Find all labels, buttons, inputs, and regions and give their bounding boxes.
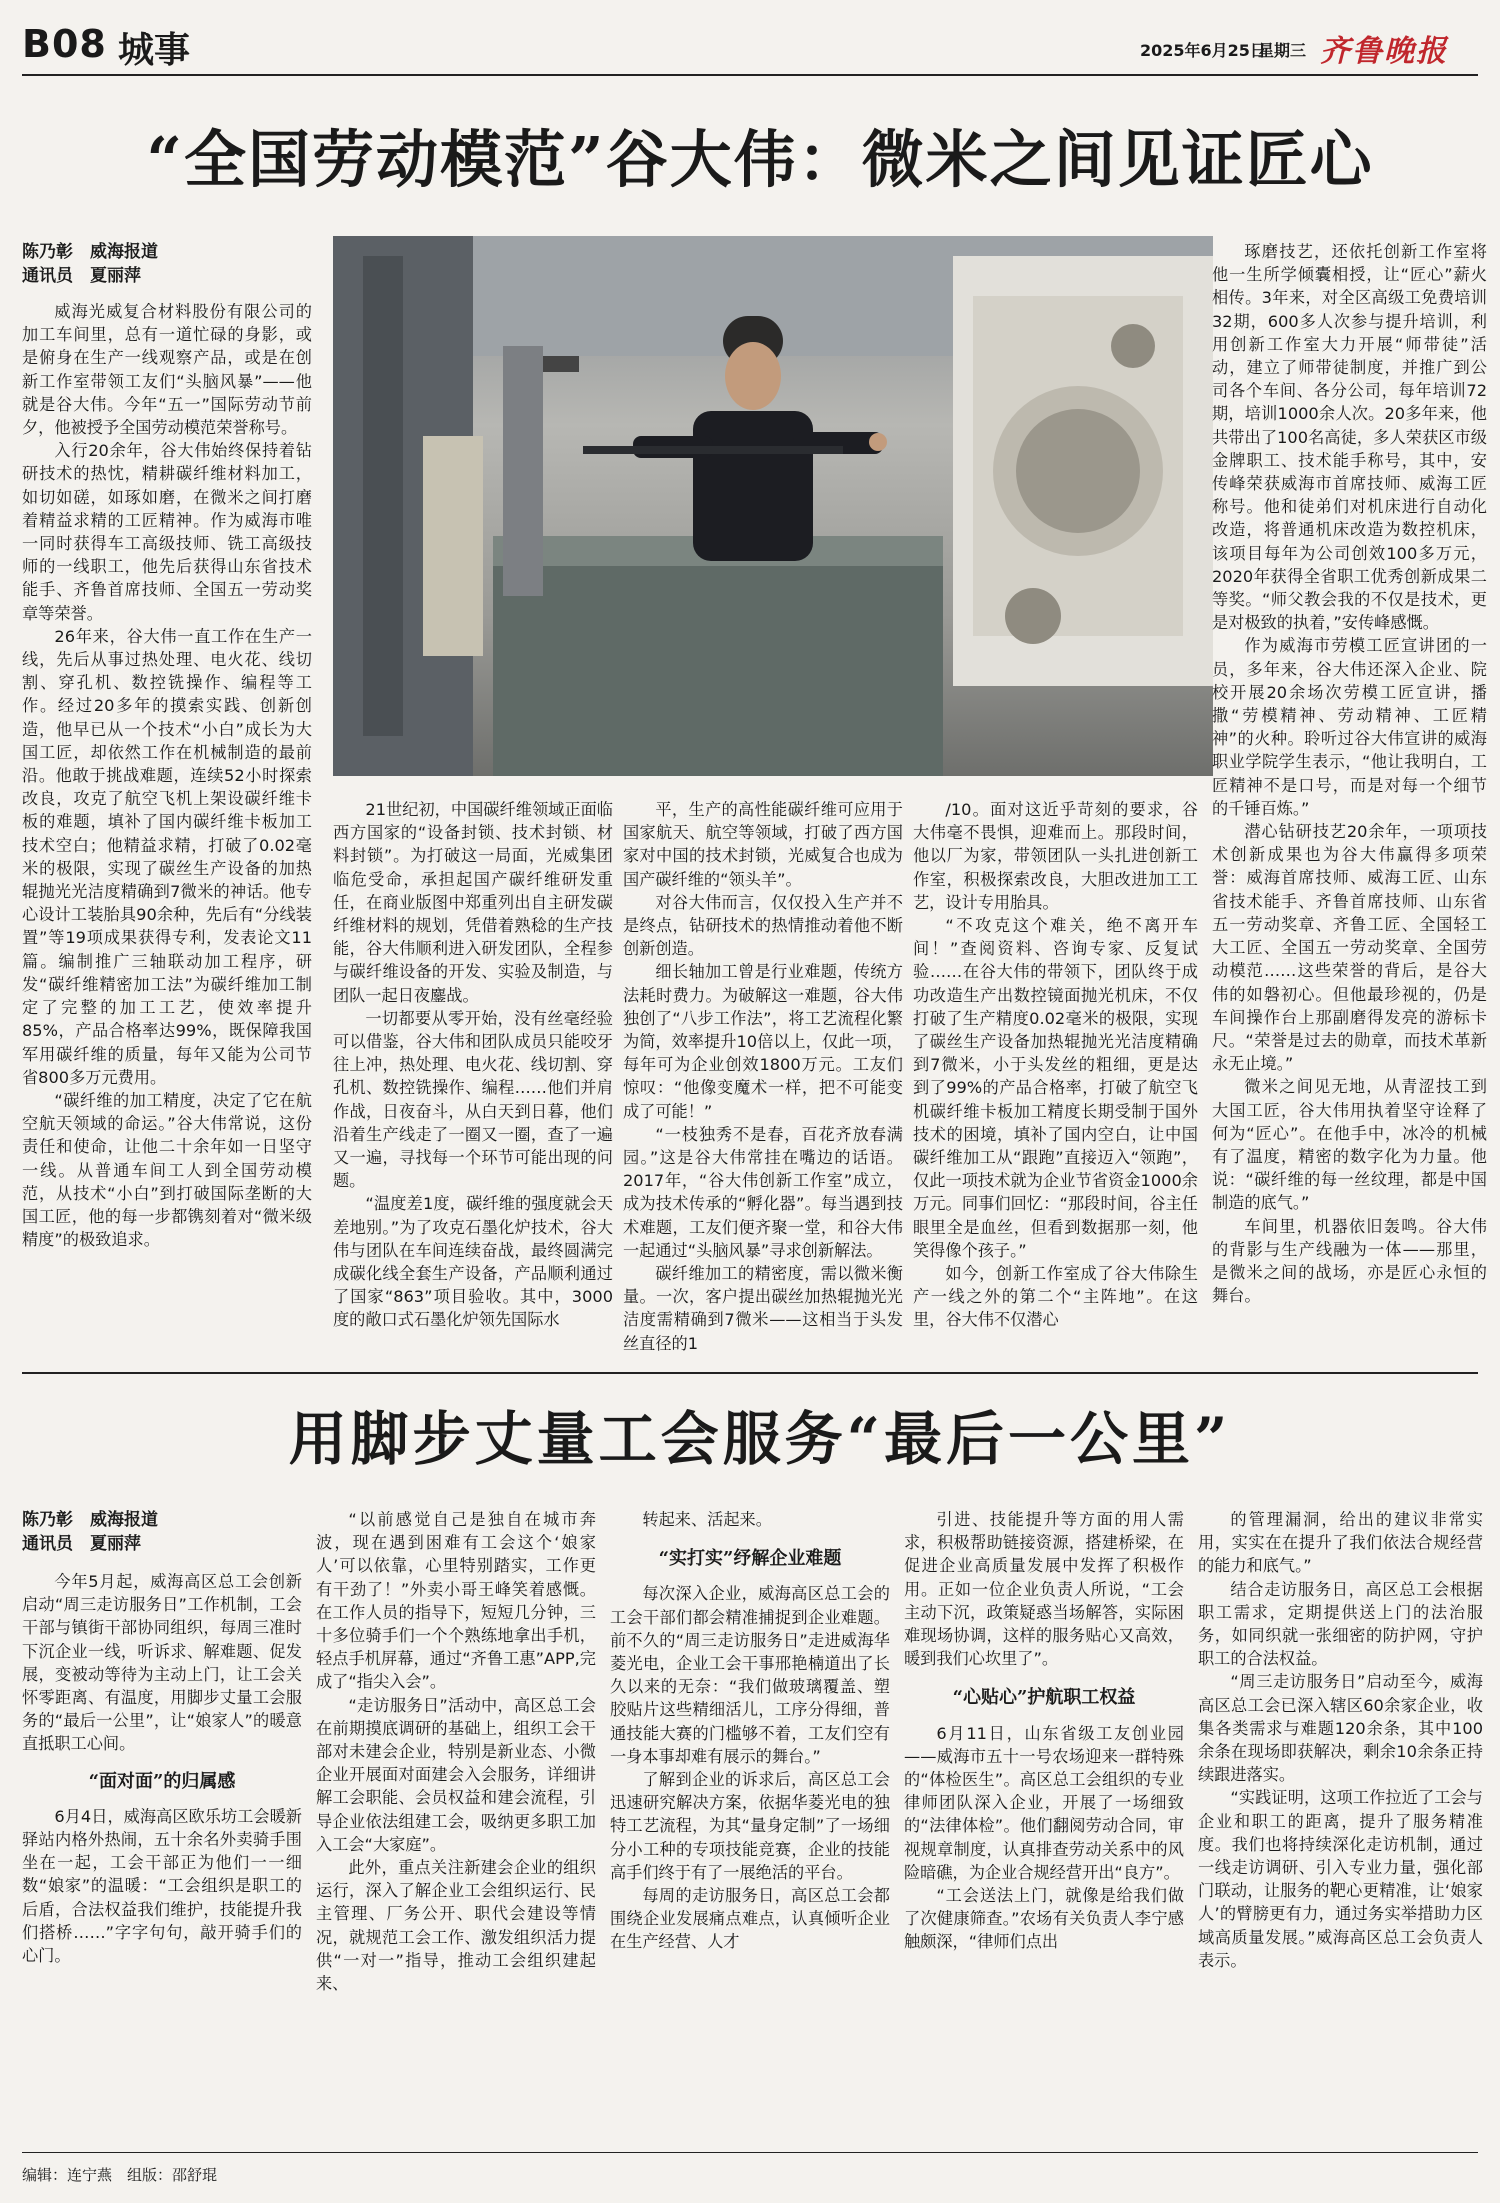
article2-col5-para: 的管理漏洞，给出的建议非常实用，实实在在提升了我们依法合规经营的能力和底气。” [1198,1510,1483,1576]
article2-col3-para: 转起来、活起来。 [642,1510,772,1529]
article2-correspondent: 通讯员 夏丽萍 [22,1534,141,1554]
article2-col3-para: 每周的走访服务日，高区总工会都围绕企业发展痛点难点，认真倾听企业在生产经营、人才 [610,1886,890,1952]
article1-column-2 [333,798,613,1358]
article1-col4-para: “不攻克这个难关，绝不离开车间！”查阅资料、咨询专家、反复试验……在谷大伟的带领下，团队终于成功改造生产出数控镜面抛光机床，不仅打破了生产精度0.02毫米的极限，实现了碳丝生产设备加热辊抛光光洁度精确到7微米，小于头发丝的粗细，更是达到了99%的产品合格率，打破了航空飞机碳纤维卡板加工精度长期受制于国外技术的困境，填补了国内空白，让中国碳纤维加工从“跟跑”直接迈入“领跑”，仅此一项技术就为企业节省资金1000余万元。同事们回忆：“那段时间，谷主任眼里全是血丝，但看到数据那一刻，他笑得像个孩子。” [913,916,1198,1260]
article1-col2-para: 21世纪初，中国碳纤维领域正面临西方国家的“设备封锁、技术封锁、材料封锁”。为打破这一局面，光威集团临危受命，承担起国产碳纤维研发重任，在商业版图中郑重列出自主研发碳纤维材料的规划，凭借着熟稔的生产技能，谷大伟顺利进入研发团队，全程参与碳纤维设备的开发、实验及制造，与团队一起日夜鏖战。 [333,800,613,1005]
article2-subheading-3: “心贴心”护航职工权益 [952,1687,1136,1709]
article2-headline: 用脚步丈量工会服务“最后一公里” [288,1405,1232,1473]
article1-byline [22,240,312,288]
article2-col3-para: 每次深入企业，威海高区总工会的工会干部们都会精准捕捉到企业难题。前不久的“周三走访服务日”走进威海华菱光电，企业工会干事邢艳楠道出了长久以来的无奈：“我们做玻璃覆盖、塑胶贴片这些精细活儿，工序分得细，普通技能大赛的门槛够不着，工友们空有一身本事却难有展示的舞台。” [610,1584,890,1766]
article2-subheading-2: “实打实”纾解企业难题 [658,1548,842,1570]
article1-col3-para: 细长轴加工曾是行业难题，传统方法耗时费力。为破解这一难题，谷大伟独创了“八步工作法”，将工艺流程化繁为简，效率提升10倍以上，仅此一项，每年可为企业创效1800万元。工友们惊叹：“他像变魔术一样，把不可能变成了可能！” [623,962,903,1121]
article2-col4-para: 6月11日，山东省级工友创业园——威海市五十一号农场迎来一群特殊的“体检医生”。高区总工会组织的专业律师团队深入企业，开展了一场细致的“法律体检”。他们翻阅劳动合同，审视规章制度，认真排查劳动关系中的风险暗礁，为企业合规经营开出“良方”。 [904,1723,1184,1882]
article1-col3-para: “一枝独秀不是春，百花齐放春满园。”这是谷大伟常挂在嘴边的话语。2017年，“谷大伟创新工作室”成立，成为技术传承的“孵化器”。每当遇到技术难题，工友们便齐聚一堂，和谷大伟一起通过“头脑风暴”寻求创新解法。 [623,1124,903,1260]
article2-column-3 [610,1508,890,2140]
article1-column-4 [913,798,1198,1358]
article1-headline: “全国劳动模范”谷大伟：微米之间见证匠心 [146,123,1374,196]
page-code: B08 [22,22,107,66]
article1-column-1 [22,300,312,1250]
article2-column-2 [316,1508,596,2140]
article2-column-4 [904,1508,1184,2140]
article2-col4-para: “工会送法上门，就像是给我们做了次健康筛查。”农场有关负责人李宁感触颇深，“律师们点出 [904,1886,1184,1952]
article2-col2-para: 此外，重点关注新建会企业的组织运行，深入了解企业工会组织运行、民主管理、厂务公开、职代会建设等情况，就规范工会工作、激发组织活力提供“一对一”指导，推动工会组织建起来、 [316,1858,596,1994]
article2-col5-para: “周三走访服务日”启动至今，威海高区总工会已深入辖区60余家企业，收集各类需求与难题120余条，其中100余条在现场即获解决，剩余10余条正持续跟进落实。 [1198,1672,1483,1785]
header-rule [22,74,1478,76]
article1-col4-para: 如今，创新工作室成了谷大伟除生产一线之外的第二个“主阵地”。在这里，谷大伟不仅潜心 [913,1264,1198,1330]
article1-column-5 [1212,240,1487,1360]
paper-logo: 齐鲁晚报 [1320,34,1448,69]
article1-col5-para: 微米之间见无地，从青涩技工到大国工匠，谷大伟用执着坚守诠释了何为“匠心”。在他手中，冰冷的机械有了温度，精密的数字化为力量。他说：“碳纤维的每一丝纹理，都是中国制造的底气。” [1212,1077,1487,1213]
article2-reporter: 陈乃彰 威海报道 [22,1510,158,1530]
article1-col2-para: 一切都要从零开始，没有丝毫经验可以借鉴，谷大伟和团队成员只能咬牙往上冲，热处理、电火花、线切割、穿孔机、数控铣操作、编程……他们并肩作战，日夜奋斗，从白天到日暮，他们沿着生产线走了一圈又一圈，查了一遍又一遍，寻找每一个环节可能出现的问题。 [333,1008,613,1191]
footer-rule [22,2152,1478,2153]
article-divider [22,1372,1478,1374]
article1-col3-para: 对谷大伟而言，仅仅投入生产并不是终点，钻研技术的热情推动着他不断创新创造。 [623,892,903,959]
article2-col5-para: 结合走访服务日，高区总工会根据职工需求，定期提供送上门的法治服务，如同织就一张细密的防护网，守护职工的合法权益。 [1198,1579,1483,1669]
article2-col1-para: 今年5月起，威海高区总工会创新启动“周三走访服务日”工作机制，工会干部与镇街干部协同组织，每周三准时下沉企业一线，听诉求、解难题、促发展，变被动等待为主动上门，让工会关怀零距离、有温度，用脚步丈量工会服务的“最后一公里”，让“娘家人”的暖意直抵职工心间。 [22,1572,302,1754]
article2-col3-para: 了解到企业的诉求后，高区总工会迅速研究解决方案，依据华菱光电的独特工艺流程，为其“量身定制”了一场细分小工种的专项技能竞赛，企业的技能高手们终于有了一展绝活的平台。 [610,1770,890,1882]
article2-subheading-1: “面对面”的归属感 [88,1770,236,1792]
article1-col2-para: “温度差1度，碳纤维的强度就会天差地别。”为了攻克石墨化炉技术，谷大伟与团队在车间连续奋战，最终圆满完成碳化线全套生产设备，产品顺利通过了国家“863”项目验收。其中，3000度的敞口式石墨化炉领先国际水 [333,1194,613,1330]
article2-column-5 [1198,1508,1483,2140]
issue-weekday: 星期三 [1258,41,1307,60]
article1-col5-para: 车间里，机器依旧轰鸣。谷大伟的背影与生产线融为一体——那里，是微米之间的战场，亦是匠心永恒的舞台。 [1212,1216,1487,1306]
article1-col5-para: 作为威海市劳模工匠宣讲团的一员，多年来，谷大伟还深入企业、院校开展20余场次劳模工匠宣讲，播撒“劳模精神、劳动精神、工匠精神”的火种。聆听过谷大伟宣讲的威海职业学院学生表示，“他让我明白，工匠精神不是口号，而是对每一个细节的千锤百炼。” [1212,636,1487,818]
article2-col4-para: 引进、技能提升等方面的用人需求，积极帮助链接资源，搭建桥梁，在促进企业高质量发展中发挥了积极作用。正如一位企业负责人所说，“工会主动下沉，政策疑惑当场解答，实际困难现场协调，这样的服务贴心又高效，暖到我们心坎里了”。 [904,1510,1184,1669]
article1-col1-para: 入行20余年，谷大伟始终保持着钻研技术的热忱，精耕碳纤维材料加工，如切如磋，如琢如磨，在微米之间打磨着精益求精的工匠精神。作为威海市唯一同时获得车工高级技师、铣工高级技师的一线职工，他先后获得山东省技术能手、齐鲁首席技师、全国五一劳动奖章等荣誉。 [22,441,312,623]
article1-col1-para: 威海光威复合材料股份有限公司的加工车间里，总有一道忙碌的身影，或是俯身在生产一线观察产品，或是在创新工作室带领工友们“头脑风暴”——他就是谷大伟。今年“五一”国际劳动节前夕，他被授予全国劳动模范荣誉称号。 [22,302,312,438]
article1-col3-para: 碳纤维加工的精密度，需以微米衡量。一次，客户提出碳丝加热辊抛光光洁度需精确到7微米——这相当于头发丝直径的1 [623,1264,903,1353]
article1-column-3 [623,798,903,1358]
article1-col5-para: 琢磨技艺，还依托创新工作室将他一生所学倾囊相授，让“匠心”薪火相传。3年来，对全区高级工免费培训32期，600多人次参与提升培训，利用创新工作室大力开展“师带徒”活动，建立了师带徒制度，并推广到公司各个车间、各分公司，每年培训72期，培训1000余人次。20多年来，他共带出了100名高徒，多人荣获区市级金牌职工、技术能手称号，其中，安传峰荣获威海市首席技师、威海工匠称号。他和徒弟们对机床进行自动化改造，将普通机床改造为数控机床，该项目每年为公司创效100多万元，2020年获得全省职工优秀创新成果二等奖。“师父教会我的不仅是技术，更是对极致的执着，”安传峰感慨。 [1212,242,1487,633]
article1-reporter: 陈乃彰 威海报道 [22,242,158,262]
article2-col5-para: “实践证明，这项工作拉近了工会与企业和职工的距离，提升了服务精准度。我们也将持续深化走访机制，通过一线走访调研、引入专业力量，强化部门联动，让服务的靶心更精准，让‘娘家人’的臂膀更有力，通过务实举措助力区域高质量发展。”威海高区总工会负责人表示。 [1198,1788,1483,1970]
section-name: 城事 [118,29,191,71]
article2-col2-para: “走访服务日”活动中，高区总工会在前期摸底调研的基础上，组织工会干部对未建会企业，特别是新业态、小微企业开展面对面建会入会服务，详细讲解工会职能、会员权益和建会流程，引导企业依法组建工会，吸纳更多职工加入工会“大家庭”。 [316,1695,596,1854]
article2-col1-para: 6月4日，威海高区欧乐坊工会暖新驿站内格外热闹，五十余名外卖骑手围坐在一起，工会干部正为他们一一细数“娘家”的温暖：“工会组织是职工的后盾，合法权益我们维护，技能提升我们搭桥……”字字句句，敲开骑手们的心门。 [22,1806,302,1966]
article1-col3-para: 平，生产的高性能碳纤维可应用于国家航天、航空等领域，打破了西方国家对中国的技术封锁，光威复合也成为国产碳纤维的“领头羊”。 [623,800,903,889]
article2-col2-para: “以前感觉自己是独自在城市奔波，现在遇到困难有工会这个‘娘家人’可以依靠，心里特别踏实，工作更有干劲了！”外卖小哥王峰笑着感慨。在工作人员的指导下，短短几分钟，三十多位骑手们一个个熟练地拿出手机，轻点手机屏幕，通过“齐鲁工惠”APP,完成了“指尖入会”。 [316,1510,596,1692]
footer-editor: 编辑：连宁燕 组版：邵舒琨 [22,2166,218,2184]
article1-photo [333,236,1213,776]
article2-column-1 [22,1570,302,2140]
article1-col4-para: /10。面对这近乎苛刻的要求，谷大伟毫不畏惧，迎难而上。那段时间，他以厂为家，带领团队一头扎进创新工作室，积极探索改良，大胆改进加工工艺，设计专用胎具。 [913,800,1198,912]
article1-col1-para: “碳纤维的加工精度，决定了它在航空航天领域的命运。”谷大伟常说，这份责任和使命，让他二十余年如一日坚守一线。从普通车间工人到全国劳动模范，从技术“小白”到打破国际垄断的大国工匠，他的每一步都镌刻着对“微米级精度”的极致追求。 [22,1090,312,1250]
article1-col1-para: 26年来，谷大伟一直工作在生产一线，先后从事过热处理、电火花、线切割、穿孔机、数控铣操作、编程等工作。经过20多年的摸索实践、创新创造，他早已从一个技术“小白”成长为大国工匠，却依然工作在机械制造的最前沿。他敢于挑战难题，连续52小时探索改良，攻克了航空飞机上架设碳纤维卡板的难题，填补了国内碳纤维卡板加工技术空白；他精益求精，打破了0.02毫米的极限，实现了碳丝生产设备的加热辊抛光光洁度精确到7微米的神话。他专心设计工装胎具90余种，先后有“分线装置”等19项成果获得专利，发表论文11篇。编制推广三轴联动加工程序，研发“碳纤维精密加工法”为碳纤维加工制定了完整的加工工艺，使效率提升85%，产品合格率达99%，既保障我国军用碳纤维的质量，每年又能为公司节省800多万元费用。 [22,626,312,1087]
article1-correspondent: 通讯员 夏丽萍 [22,266,141,286]
workshop-photo-illustration [333,236,1213,776]
article2-byline [22,1508,312,1556]
issue-date: 2025年6月25日 [1140,41,1266,60]
article1-col5-para: 潜心钻研技艺20余年，一项项技术创新成果也为谷大伟赢得多项荣誉：威海首席技师、威海工匠、山东省技术能手、齐鲁首席技师、山东省五一劳动奖章、齐鲁工匠、全国轻工大工匠、全国五一劳动奖章、全国劳动模范……这些荣誉的背后，是谷大伟的如磐初心。但他最珍视的，仍是车间操作台上那副磨得发亮的游标卡尺。“荣誉是过去的勋章，而技术革新永无止境。” [1212,822,1487,1074]
